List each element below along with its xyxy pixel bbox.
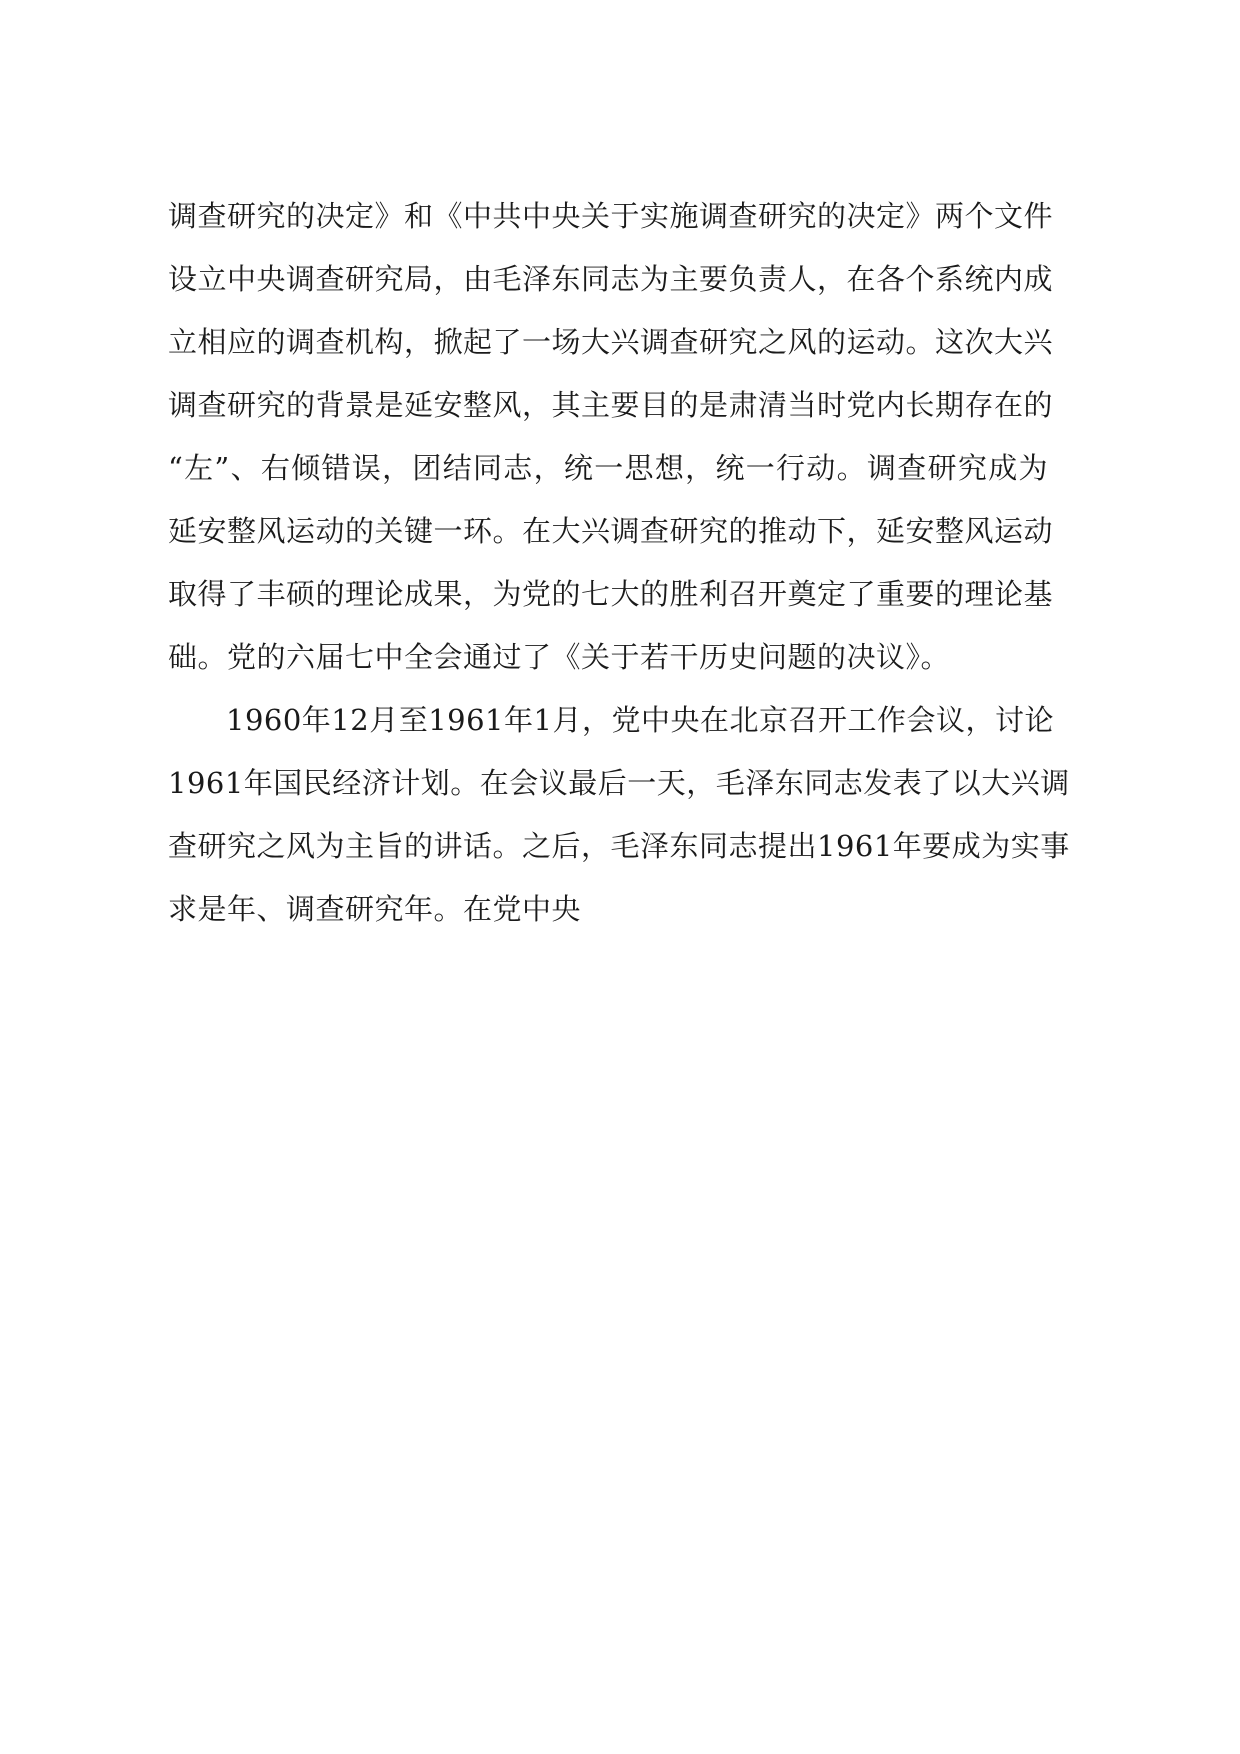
paragraph-2 [168, 689, 1070, 941]
text-line: 1961年国民经济计划。在会议最后一天，毛泽东同志发表了以大兴调 [168, 766, 1070, 800]
text-line: 求是年、调查研究年。在党中央 [168, 892, 582, 926]
text-line: 延安整风运动的关键一环。在大兴调查研究的推动下，延安整风运动 [168, 514, 1054, 548]
text-line: “左”、右倾错误，团结同志，统一思想，统一行动。调查研究成为 [168, 451, 1048, 485]
text-line: 查研究之风为主旨的讲话。之后，毛泽东同志提出1961年要成为实事 [168, 829, 1070, 863]
text-line: 立相应的调查机构，掀起了一场大兴调查研究之风的运动。这次大兴 [168, 325, 1054, 359]
text-line: 础。党的六届七中全会通过了《关于若干历史问题的决议》。 [168, 640, 951, 674]
text-line: 1960年12月至1961年1月，党中央在北京召开工作会议，讨论 [226, 703, 1054, 737]
body-text [168, 185, 1070, 941]
text-line: 调查研究的决定》和《中共中央关于实施调查研究的决定》两个文件 [168, 199, 1054, 233]
text-line: 调查研究的背景是延安整风，其主要目的是肃清当时党内长期存在的 [168, 388, 1054, 422]
text-line: 设立中央调查研究局，由毛泽东同志为主要负责人，在各个系统内成 [168, 262, 1054, 296]
paragraph-1 [168, 185, 1054, 689]
text-line: 取得了丰硕的理论成果，为党的七大的胜利召开奠定了重要的理论基 [168, 577, 1054, 611]
